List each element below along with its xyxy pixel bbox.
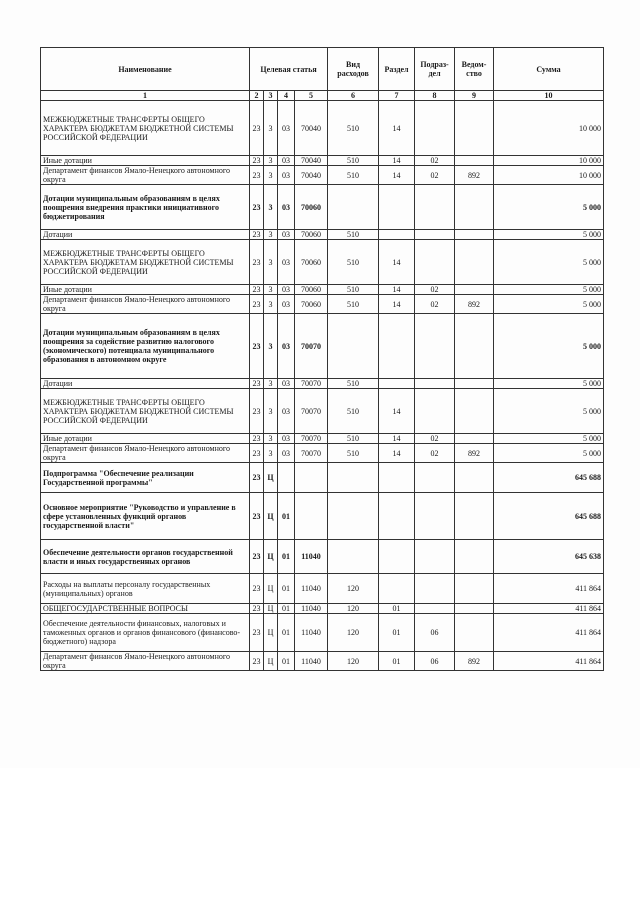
expense-type-cell: 120 xyxy=(328,574,379,604)
target-part-2: Ц xyxy=(264,652,278,671)
target-part-4: 70070 xyxy=(295,434,328,444)
target-part-3: 03 xyxy=(278,156,295,166)
target-part-3: 03 xyxy=(278,285,295,295)
subsection-cell xyxy=(415,185,455,230)
subsection-cell: 02 xyxy=(415,156,455,166)
row-name: Департамент финансов Ямало-Ненецкого автономного округа xyxy=(41,652,250,671)
sum-cell: 5 000 xyxy=(494,230,604,240)
target-part-4: 11040 xyxy=(295,604,328,614)
sum-cell: 5 000 xyxy=(494,379,604,389)
sum-cell: 10 000 xyxy=(494,166,604,185)
target-part-1: 23 xyxy=(250,295,264,314)
sum-cell: 645 688 xyxy=(494,493,604,540)
table-row xyxy=(41,463,604,493)
section-cell: 01 xyxy=(379,614,415,652)
header-sum: Сумма xyxy=(494,48,604,91)
target-part-4 xyxy=(295,493,328,540)
target-part-4: 11040 xyxy=(295,540,328,574)
expense-type-cell: 510 xyxy=(328,295,379,314)
section-cell: 14 xyxy=(379,434,415,444)
column-number: 9 xyxy=(455,91,494,101)
department-cell xyxy=(455,604,494,614)
expense-type-cell: 510 xyxy=(328,389,379,434)
section-cell xyxy=(379,463,415,493)
subsection-cell xyxy=(415,604,455,614)
sum-cell: 10 000 xyxy=(494,101,604,156)
table-row xyxy=(41,652,604,671)
target-part-2: Ц xyxy=(264,604,278,614)
row-name: Обеспечение деятельности финансовых, налоговых и таможенных органов и органов финансового (финансово-бюджетного) надзора xyxy=(41,614,250,652)
table-row xyxy=(41,240,604,285)
expense-type-cell xyxy=(328,185,379,230)
section-cell xyxy=(379,574,415,604)
row-name: Иные дотации xyxy=(41,434,250,444)
expense-type-cell: 510 xyxy=(328,240,379,285)
department-cell xyxy=(455,614,494,652)
target-part-4: 70070 xyxy=(295,314,328,379)
table-row xyxy=(41,166,604,185)
column-number: 3 xyxy=(264,91,278,101)
table-row xyxy=(41,314,604,379)
target-part-2: 3 xyxy=(264,434,278,444)
column-number: 5 xyxy=(295,91,328,101)
table-row xyxy=(41,434,604,444)
department-cell xyxy=(455,463,494,493)
table-row xyxy=(41,540,604,574)
expense-type-cell: 120 xyxy=(328,604,379,614)
expense-type-cell: 510 xyxy=(328,285,379,295)
target-part-4: 70070 xyxy=(295,389,328,434)
department-cell xyxy=(455,240,494,285)
section-cell xyxy=(379,493,415,540)
department-cell xyxy=(455,493,494,540)
target-part-3: 01 xyxy=(278,540,295,574)
department-cell: 892 xyxy=(455,652,494,671)
target-part-4: 11040 xyxy=(295,614,328,652)
sum-cell: 5 000 xyxy=(494,434,604,444)
target-part-4: 70060 xyxy=(295,240,328,285)
target-part-1: 23 xyxy=(250,574,264,604)
section-cell: 14 xyxy=(379,156,415,166)
row-name: МЕЖБЮДЖЕТНЫЕ ТРАНСФЕРТЫ ОБЩЕГО ХАРАКТЕРА БЮДЖЕТАМ БЮДЖЕТНОЙ СИСТЕМЫ РОССИЙСКОЙ ФЕДЕРАЦИИ xyxy=(41,101,250,156)
sum-cell: 10 000 xyxy=(494,156,604,166)
subsection-cell xyxy=(415,389,455,434)
target-part-1: 23 xyxy=(250,101,264,156)
section-cell xyxy=(379,379,415,389)
subsection-cell xyxy=(415,379,455,389)
target-part-4: 70040 xyxy=(295,101,328,156)
table-row xyxy=(41,101,604,156)
sum-cell: 5 000 xyxy=(494,240,604,285)
subsection-cell: 02 xyxy=(415,166,455,185)
column-number: 1 xyxy=(41,91,250,101)
target-part-4: 70070 xyxy=(295,379,328,389)
target-part-1: 23 xyxy=(250,240,264,285)
target-part-1: 23 xyxy=(250,230,264,240)
target-part-3: 01 xyxy=(278,574,295,604)
sum-cell: 411 864 xyxy=(494,652,604,671)
row-name: Департамент финансов Ямало-Ненецкого автономного округа xyxy=(41,166,250,185)
department-cell xyxy=(455,185,494,230)
subsection-cell xyxy=(415,314,455,379)
header-name: Наименование xyxy=(41,48,250,91)
section-cell xyxy=(379,230,415,240)
table-row xyxy=(41,389,604,434)
department-cell xyxy=(455,389,494,434)
target-part-2: Ц xyxy=(264,540,278,574)
target-part-4: 70040 xyxy=(295,156,328,166)
row-name: Дотации xyxy=(41,379,250,389)
target-part-2: 3 xyxy=(264,101,278,156)
expense-type-cell: 120 xyxy=(328,652,379,671)
column-number-row xyxy=(41,91,604,101)
row-name: Дотации муниципальным образованиям в целях поощрения внедрения практики инициативного бюджетирования xyxy=(41,185,250,230)
column-number: 7 xyxy=(379,91,415,101)
sum-cell: 5 000 xyxy=(494,314,604,379)
target-part-2: 3 xyxy=(264,230,278,240)
target-part-3: 01 xyxy=(278,604,295,614)
target-part-1: 23 xyxy=(250,314,264,379)
expense-type-cell xyxy=(328,493,379,540)
subsection-cell xyxy=(415,463,455,493)
target-part-3: 03 xyxy=(278,314,295,379)
row-name: Департамент финансов Ямало-Ненецкого автономного округа xyxy=(41,295,250,314)
header-target-article: Целевая статья xyxy=(250,48,328,91)
row-name: Иные дотации xyxy=(41,156,250,166)
sum-cell: 5 000 xyxy=(494,295,604,314)
target-part-2: 3 xyxy=(264,379,278,389)
row-name: Дотации муниципальным образованиям в целях поощрения за содействие развитию налогового (экономического) потенциала муниципального образования в автономном округе xyxy=(41,314,250,379)
target-part-2: Ц xyxy=(264,574,278,604)
target-part-3: 03 xyxy=(278,240,295,285)
target-part-3: 03 xyxy=(278,434,295,444)
subsection-cell xyxy=(415,574,455,604)
target-part-1: 23 xyxy=(250,389,264,434)
target-part-3: 01 xyxy=(278,493,295,540)
row-name: Основное мероприятие "Руководство и управление в сфере установленных функций органов государственной власти" xyxy=(41,493,250,540)
target-part-1: 23 xyxy=(250,156,264,166)
target-part-3: 03 xyxy=(278,379,295,389)
department-cell xyxy=(455,540,494,574)
header-department: Ведом-ство xyxy=(455,48,494,91)
target-part-4: 70040 xyxy=(295,166,328,185)
column-number: 10 xyxy=(494,91,604,101)
section-cell xyxy=(379,185,415,230)
subsection-cell: 02 xyxy=(415,434,455,444)
sum-cell: 5 000 xyxy=(494,444,604,463)
subsection-cell: 02 xyxy=(415,444,455,463)
expense-type-cell: 510 xyxy=(328,101,379,156)
table-row xyxy=(41,230,604,240)
target-part-2: 3 xyxy=(264,295,278,314)
section-cell xyxy=(379,540,415,574)
table-row xyxy=(41,614,604,652)
target-part-1: 23 xyxy=(250,463,264,493)
target-part-2: 3 xyxy=(264,285,278,295)
target-part-4: 70060 xyxy=(295,230,328,240)
department-cell xyxy=(455,379,494,389)
header-subsection: Подраз-дел xyxy=(415,48,455,91)
target-part-1: 23 xyxy=(250,285,264,295)
table-row xyxy=(41,493,604,540)
department-cell xyxy=(455,230,494,240)
target-part-1: 23 xyxy=(250,614,264,652)
target-part-4: 70060 xyxy=(295,185,328,230)
target-part-3: 03 xyxy=(278,166,295,185)
target-part-4: 11040 xyxy=(295,652,328,671)
row-name: Дотации xyxy=(41,230,250,240)
target-part-3 xyxy=(278,463,295,493)
department-cell xyxy=(455,156,494,166)
row-name: МЕЖБЮДЖЕТНЫЕ ТРАНСФЕРТЫ ОБЩЕГО ХАРАКТЕРА БЮДЖЕТАМ БЮДЖЕТНОЙ СИСТЕМЫ РОССИЙСКОЙ ФЕДЕРАЦИИ xyxy=(41,389,250,434)
target-part-2: 3 xyxy=(264,444,278,463)
sum-cell: 5 000 xyxy=(494,389,604,434)
department-cell xyxy=(455,101,494,156)
sum-cell: 645 688 xyxy=(494,463,604,493)
target-part-4: 70070 xyxy=(295,444,328,463)
table-header-row xyxy=(41,48,604,91)
target-part-4 xyxy=(295,463,328,493)
section-cell: 14 xyxy=(379,295,415,314)
subsection-cell xyxy=(415,230,455,240)
target-part-1: 23 xyxy=(250,185,264,230)
target-part-2: Ц xyxy=(264,493,278,540)
section-cell xyxy=(379,314,415,379)
row-name: Подпрограмма "Обеспечение реализации Государственной программы" xyxy=(41,463,250,493)
target-part-2: 3 xyxy=(264,240,278,285)
sum-cell: 5 000 xyxy=(494,285,604,295)
target-part-3: 01 xyxy=(278,614,295,652)
target-part-2: 3 xyxy=(264,166,278,185)
column-number: 6 xyxy=(328,91,379,101)
subsection-cell: 06 xyxy=(415,614,455,652)
table-body xyxy=(41,101,604,671)
section-cell: 14 xyxy=(379,389,415,434)
target-part-1: 23 xyxy=(250,604,264,614)
row-name: Обеспечение деятельности органов государственной власти и иных государственных органов xyxy=(41,540,250,574)
target-part-2: Ц xyxy=(264,463,278,493)
row-name: Иные дотации xyxy=(41,285,250,295)
target-part-3: 03 xyxy=(278,444,295,463)
target-part-3: 03 xyxy=(278,101,295,156)
target-part-2: 3 xyxy=(264,185,278,230)
target-part-1: 23 xyxy=(250,166,264,185)
table-row xyxy=(41,444,604,463)
target-part-2: 3 xyxy=(264,389,278,434)
department-cell: 892 xyxy=(455,166,494,185)
column-number: 8 xyxy=(415,91,455,101)
section-cell: 14 xyxy=(379,240,415,285)
target-part-1: 23 xyxy=(250,444,264,463)
department-cell: 892 xyxy=(455,295,494,314)
expense-type-cell xyxy=(328,314,379,379)
subsection-cell xyxy=(415,493,455,540)
target-part-3: 03 xyxy=(278,295,295,314)
section-cell: 14 xyxy=(379,101,415,156)
section-cell: 01 xyxy=(379,652,415,671)
subsection-cell: 02 xyxy=(415,285,455,295)
section-cell: 14 xyxy=(379,444,415,463)
target-part-2: 3 xyxy=(264,156,278,166)
table-row xyxy=(41,156,604,166)
target-part-3: 01 xyxy=(278,652,295,671)
subsection-cell xyxy=(415,101,455,156)
subsection-cell: 06 xyxy=(415,652,455,671)
expense-type-cell: 510 xyxy=(328,444,379,463)
row-name: МЕЖБЮДЖЕТНЫЕ ТРАНСФЕРТЫ ОБЩЕГО ХАРАКТЕРА БЮДЖЕТАМ БЮДЖЕТНОЙ СИСТЕМЫ РОССИЙСКОЙ ФЕДЕРАЦИИ xyxy=(41,240,250,285)
section-cell: 01 xyxy=(379,604,415,614)
target-part-2: Ц xyxy=(264,614,278,652)
row-name: ОБЩЕГОСУДАРСТВЕННЫЕ ВОПРОСЫ xyxy=(41,604,250,614)
department-cell xyxy=(455,285,494,295)
department-cell xyxy=(455,574,494,604)
sum-cell: 411 864 xyxy=(494,614,604,652)
page-margin-bottom xyxy=(0,768,640,905)
sum-cell: 411 864 xyxy=(494,574,604,604)
department-cell xyxy=(455,314,494,379)
target-part-3: 03 xyxy=(278,389,295,434)
table-row xyxy=(41,295,604,314)
table-row xyxy=(41,574,604,604)
section-cell: 14 xyxy=(379,166,415,185)
budget-table xyxy=(40,47,604,671)
target-part-1: 23 xyxy=(250,540,264,574)
expense-type-cell xyxy=(328,463,379,493)
sum-cell: 411 864 xyxy=(494,604,604,614)
expense-type-cell: 510 xyxy=(328,434,379,444)
subsection-cell xyxy=(415,240,455,285)
row-name: Департамент финансов Ямало-Ненецкого автономного округа xyxy=(41,444,250,463)
table-row xyxy=(41,604,604,614)
subsection-cell xyxy=(415,540,455,574)
target-part-1: 23 xyxy=(250,493,264,540)
subsection-cell: 02 xyxy=(415,295,455,314)
table-row xyxy=(41,285,604,295)
row-name: Расходы на выплаты персоналу государственных (муниципальных) органов xyxy=(41,574,250,604)
department-cell: 892 xyxy=(455,444,494,463)
target-part-4: 11040 xyxy=(295,574,328,604)
target-part-1: 23 xyxy=(250,652,264,671)
header-section: Раздел xyxy=(379,48,415,91)
expense-type-cell: 510 xyxy=(328,379,379,389)
target-part-1: 23 xyxy=(250,379,264,389)
table-row xyxy=(41,185,604,230)
department-cell xyxy=(455,434,494,444)
target-part-4: 70060 xyxy=(295,285,328,295)
target-part-4: 70060 xyxy=(295,295,328,314)
expense-type-cell: 510 xyxy=(328,166,379,185)
target-part-3: 03 xyxy=(278,185,295,230)
target-part-1: 23 xyxy=(250,434,264,444)
sum-cell: 645 638 xyxy=(494,540,604,574)
target-part-2: 3 xyxy=(264,314,278,379)
header-expense-type: Вид расходов xyxy=(328,48,379,91)
section-cell: 14 xyxy=(379,285,415,295)
expense-type-cell xyxy=(328,540,379,574)
column-number: 4 xyxy=(278,91,295,101)
table-row xyxy=(41,379,604,389)
expense-type-cell: 120 xyxy=(328,614,379,652)
column-number: 2 xyxy=(250,91,264,101)
target-part-3: 03 xyxy=(278,230,295,240)
expense-type-cell: 510 xyxy=(328,230,379,240)
sum-cell: 5 000 xyxy=(494,185,604,230)
expense-type-cell: 510 xyxy=(328,156,379,166)
